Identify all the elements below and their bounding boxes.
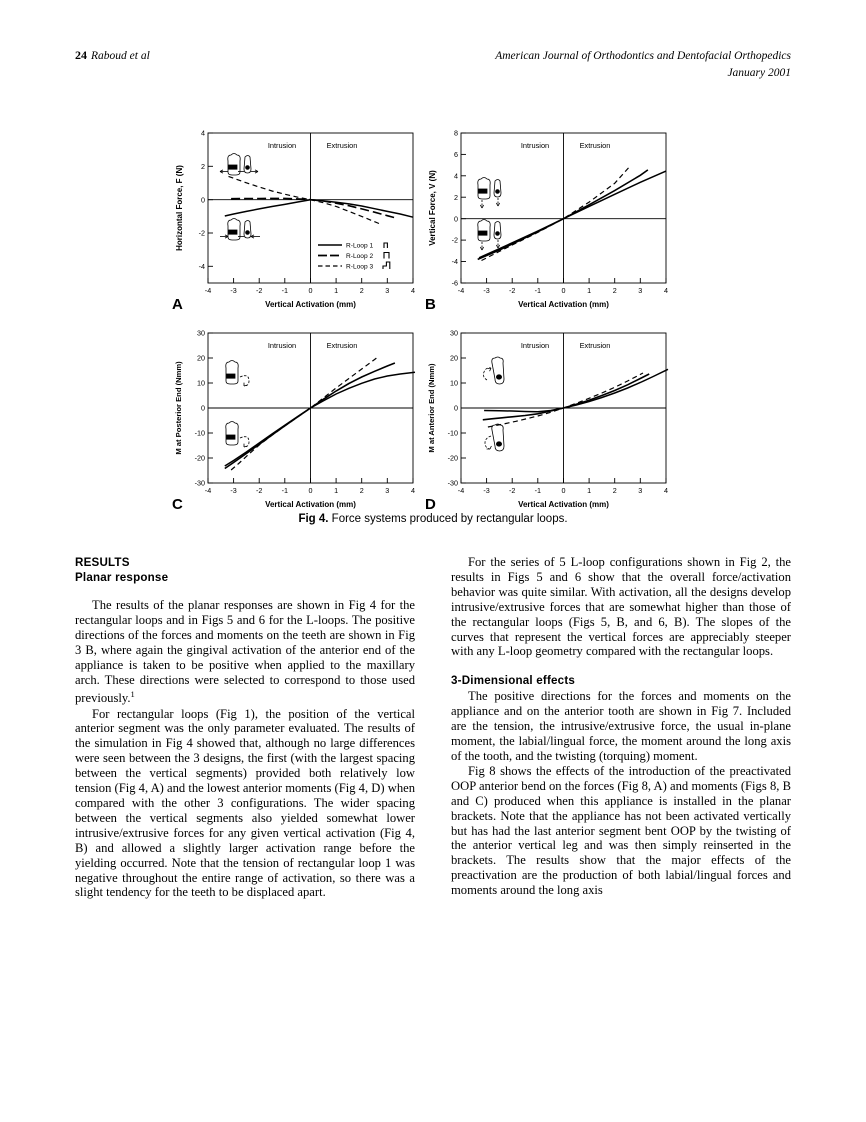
svg-text:2: 2 (359, 286, 364, 295)
svg-text:-4: -4 (451, 257, 458, 267)
svg-text:4: 4 (664, 486, 668, 495)
chart-panel-c (170, 325, 423, 515)
svg-text:0: 0 (201, 195, 205, 205)
chart-b-svg (423, 125, 676, 315)
svg-text:0: 0 (561, 486, 566, 495)
chart-panel-a (170, 125, 423, 315)
chart-b-series-rloop2 (478, 170, 648, 260)
svg-text:-4: -4 (457, 486, 465, 495)
legend-label-rloop2: R-Loop 2 (346, 253, 374, 261)
chart-d-ylabel: M at Anterior End (Nmm) (427, 363, 436, 453)
chart-a-series-rloop1 (225, 200, 413, 218)
figure-caption (75, 513, 791, 525)
chart-d-svg (423, 325, 676, 515)
right-paragraph-1: For the series of 5 L-loop configurations shown in Fig 2, the results in Figs 5 and 6 show that the overall force/activation behavior was quite similar. With activation, all the designs develop intrusive/extrusive forces that are somewhat higher than those of the rectangular loops (Figs 5, B, and 6, B). The slopes of the curves that represent the vertical forces are appreciably steeper with any L-loop geometry compared with the rectangular loops. (451, 555, 791, 659)
running-head-right (495, 48, 791, 82)
svg-text:0: 0 (308, 486, 313, 495)
chart-c-svg (170, 325, 423, 515)
page-number: 24 (75, 48, 87, 62)
svg-text:-2: -2 (508, 486, 516, 495)
svg-text:-2: -2 (198, 228, 205, 238)
svg-text:1: 1 (587, 286, 592, 295)
panel-letter-d: D (425, 496, 436, 513)
svg-text:-6: -6 (451, 278, 458, 288)
panel-letter-b: B (425, 296, 436, 313)
chart-a-extrusion-label: Extrusion (326, 141, 358, 150)
svg-text:4: 4 (201, 128, 205, 138)
left-paragraph-1-text: The results of the planar responses are shown in Fig 4 for the rectangular loops and in Figs 5 and 6 for the L-loops. The positive directions of the forces and moments on the teeth are shown in Fig 3 B, where again the gingival activation of the anterior end of the appliance is taken to be positive when applied to the maxillary arch. These directions were selected to correspond to those used previously. (75, 598, 415, 706)
chart-d-series-rloop3 (488, 373, 643, 427)
svg-text:-2: -2 (508, 286, 516, 295)
svg-text:-1: -1 (534, 486, 542, 495)
chart-a-svg (170, 125, 423, 315)
svg-text:4: 4 (411, 486, 415, 495)
chart-a-xlabel: Vertical Activation (mm) (265, 300, 356, 309)
figure-4 (75, 125, 791, 540)
panel-grid (75, 125, 791, 513)
legend-label-rloop1: R-Loop 1 (346, 242, 374, 250)
running-head-left (75, 48, 150, 63)
svg-text:3: 3 (638, 286, 643, 295)
chart-panel-d (423, 325, 676, 515)
svg-text:6: 6 (454, 150, 458, 159)
svg-text:-10: -10 (447, 428, 458, 438)
tooth-diagram-upper-c (226, 361, 249, 387)
running-head (75, 48, 791, 92)
chart-d-intrusion-label: Intrusion (520, 341, 550, 350)
chart-panel-b (423, 125, 676, 315)
svg-text:0: 0 (561, 286, 566, 295)
chart-b-ylabel: Vertical Force, V (N) (428, 170, 437, 246)
tooth-diagram-lower-d (485, 424, 504, 451)
svg-text:2: 2 (201, 161, 205, 171)
chart-c-xlabel: Vertical Activation (mm) (265, 500, 356, 509)
svg-text:3: 3 (385, 486, 390, 495)
journal-title: American Journal of Orthodontics and Dentofacial Orthopedics (495, 50, 791, 62)
chart-c-intrusion-label: Intrusion (267, 341, 297, 350)
right-paragraph-2: The positive directions for the forces and moments on the appliance and on the anterior tooth are shown in Fig 7. Included are the tension, the intrusive/extrusive force, the usual in-plane moment, the labial/lingual force, the moment around the long axis of the tooth, and the twisting (torquing) moment. (451, 689, 791, 763)
tooth-diagram-lower-c (226, 422, 249, 448)
chart-a-intrusion-label: Intrusion (267, 141, 297, 150)
figure-caption-label: Fig 4. (298, 513, 329, 525)
running-head-authors: Raboud et al (91, 50, 150, 62)
svg-text:4: 4 (411, 286, 415, 295)
svg-text:0: 0 (454, 214, 458, 224)
footnote-marker-1: 1 (130, 689, 135, 700)
tooth-diagram-upper-d (483, 357, 504, 384)
svg-text:2: 2 (612, 486, 617, 495)
chart-d-series-rloop1 (484, 369, 668, 412)
results-heading: RESULTS (75, 556, 130, 569)
svg-text:1: 1 (334, 486, 339, 495)
panel-letter-c: C (172, 496, 183, 513)
chart-b-xlabel: Vertical Activation (mm) (518, 300, 609, 309)
svg-text:2: 2 (359, 486, 364, 495)
chart-c-series-rloop3 (231, 357, 378, 471)
svg-text:30: 30 (450, 328, 458, 338)
left-column (75, 555, 415, 900)
chart-d-xlabel: Vertical Activation (mm) (518, 500, 609, 509)
chart-d-series-rloop2 (483, 374, 649, 420)
tooth-diagram-lower-b (478, 220, 501, 251)
svg-text:20: 20 (197, 353, 205, 363)
left-paragraph-2: For rectangular loops (Fig 1), the position of the vertical anterior segment was the only parameter evaluated. The results of the simulation in Fig 4 showed that, although no large differences were seen between the 3 designs, the first (with the largest spacing between the vertical segments) provided both relatively low tension (Fig 4, A) and the lowest anterior moments (Fig 4, D) when compared with the other 3 configurations. The wider spacing between the vertical segments also yielded somewhat lower intrusive/extrusive forces for any given vertical activation (Fig 4, B) and allowed a slightly larger activation range before the yielding occurred. Note that the tension of rectangular loop 1 was negative throughout the entire range of activation, so there was a slight tendency for the teeth to be displaced apart. (75, 706, 415, 900)
svg-text:1: 1 (587, 486, 592, 495)
svg-text:0: 0 (201, 403, 205, 413)
svg-text:-1: -1 (534, 286, 542, 295)
svg-text:-4: -4 (198, 261, 205, 271)
planar-response-heading: Planar response (75, 571, 169, 584)
chart-b-extrusion-label: Extrusion (579, 141, 611, 150)
svg-text:-1: -1 (281, 286, 289, 295)
svg-text:-3: -3 (230, 286, 237, 295)
svg-text:30: 30 (197, 328, 205, 338)
chart-c-ylabel: M at Posterior End (Nmm) (174, 361, 183, 455)
tooth-diagram-upper-a (220, 154, 258, 176)
svg-text:-2: -2 (451, 235, 458, 245)
svg-text:4: 4 (664, 286, 668, 295)
svg-text:0: 0 (454, 403, 458, 413)
svg-text:20: 20 (450, 353, 458, 363)
svg-text:-4: -4 (204, 486, 212, 495)
figure-caption-text: Force systems produced by rectangular loops. (328, 513, 568, 525)
svg-text:4: 4 (454, 171, 458, 181)
svg-text:-3: -3 (230, 486, 237, 495)
svg-text:1: 1 (334, 286, 339, 295)
svg-text:8: 8 (454, 128, 458, 138)
chart-a-legend (318, 243, 390, 271)
svg-text:10: 10 (197, 378, 205, 388)
chart-b-intrusion-label: Intrusion (520, 141, 550, 150)
svg-text:2: 2 (612, 286, 617, 295)
svg-text:-1: -1 (281, 486, 289, 495)
svg-text:-30: -30 (447, 478, 458, 488)
svg-text:-4: -4 (204, 286, 212, 295)
three-dimensional-effects-heading: 3-Dimensional effects (451, 674, 576, 688)
svg-text:-2: -2 (255, 486, 263, 495)
svg-text:2: 2 (454, 192, 458, 202)
right-column (451, 555, 791, 898)
panel-letter-a: A (172, 296, 183, 313)
svg-text:3: 3 (638, 486, 643, 495)
svg-text:-2: -2 (255, 286, 263, 295)
left-paragraph-1 (75, 598, 415, 707)
svg-text:3: 3 (385, 286, 390, 295)
svg-text:-3: -3 (483, 486, 490, 495)
svg-text:-3: -3 (483, 286, 490, 295)
chart-d-extrusion-label: Extrusion (579, 341, 611, 350)
legend-label-rloop3: R-Loop 3 (346, 263, 374, 271)
svg-text:-20: -20 (447, 453, 458, 463)
chart-a-ylabel: Horizontal Force, F (N) (175, 165, 184, 251)
svg-text:-20: -20 (194, 453, 205, 463)
chart-c-extrusion-label: Extrusion (326, 341, 358, 350)
right-paragraph-3: Fig 8 shows the effects of the introduction of the preactivated OOP anterior bend on the forces (Fig 8, A) and moments (Figs 8, B and C) produced when this appliance is installed in the planar brackets. Note that the appliance has not been activated vertically but has had the last anterior segment bent OOP by the twisting of the anterior vertical leg and was then simply reinserted in the brackets. The results show that the major effects of the preactivation are the production of both labial/lingual forces and moments around the long axis (451, 763, 791, 898)
issue-date: January 2001 (727, 67, 791, 79)
tooth-diagram-upper-b (478, 178, 501, 209)
svg-text:-4: -4 (457, 286, 465, 295)
svg-text:-30: -30 (194, 478, 205, 488)
chart-c-series-rloop1 (225, 372, 415, 466)
body-columns (75, 555, 791, 1035)
svg-text:10: 10 (450, 378, 458, 388)
svg-text:-10: -10 (194, 428, 205, 438)
svg-text:0: 0 (308, 286, 313, 295)
tooth-diagram-lower-a (220, 219, 260, 241)
